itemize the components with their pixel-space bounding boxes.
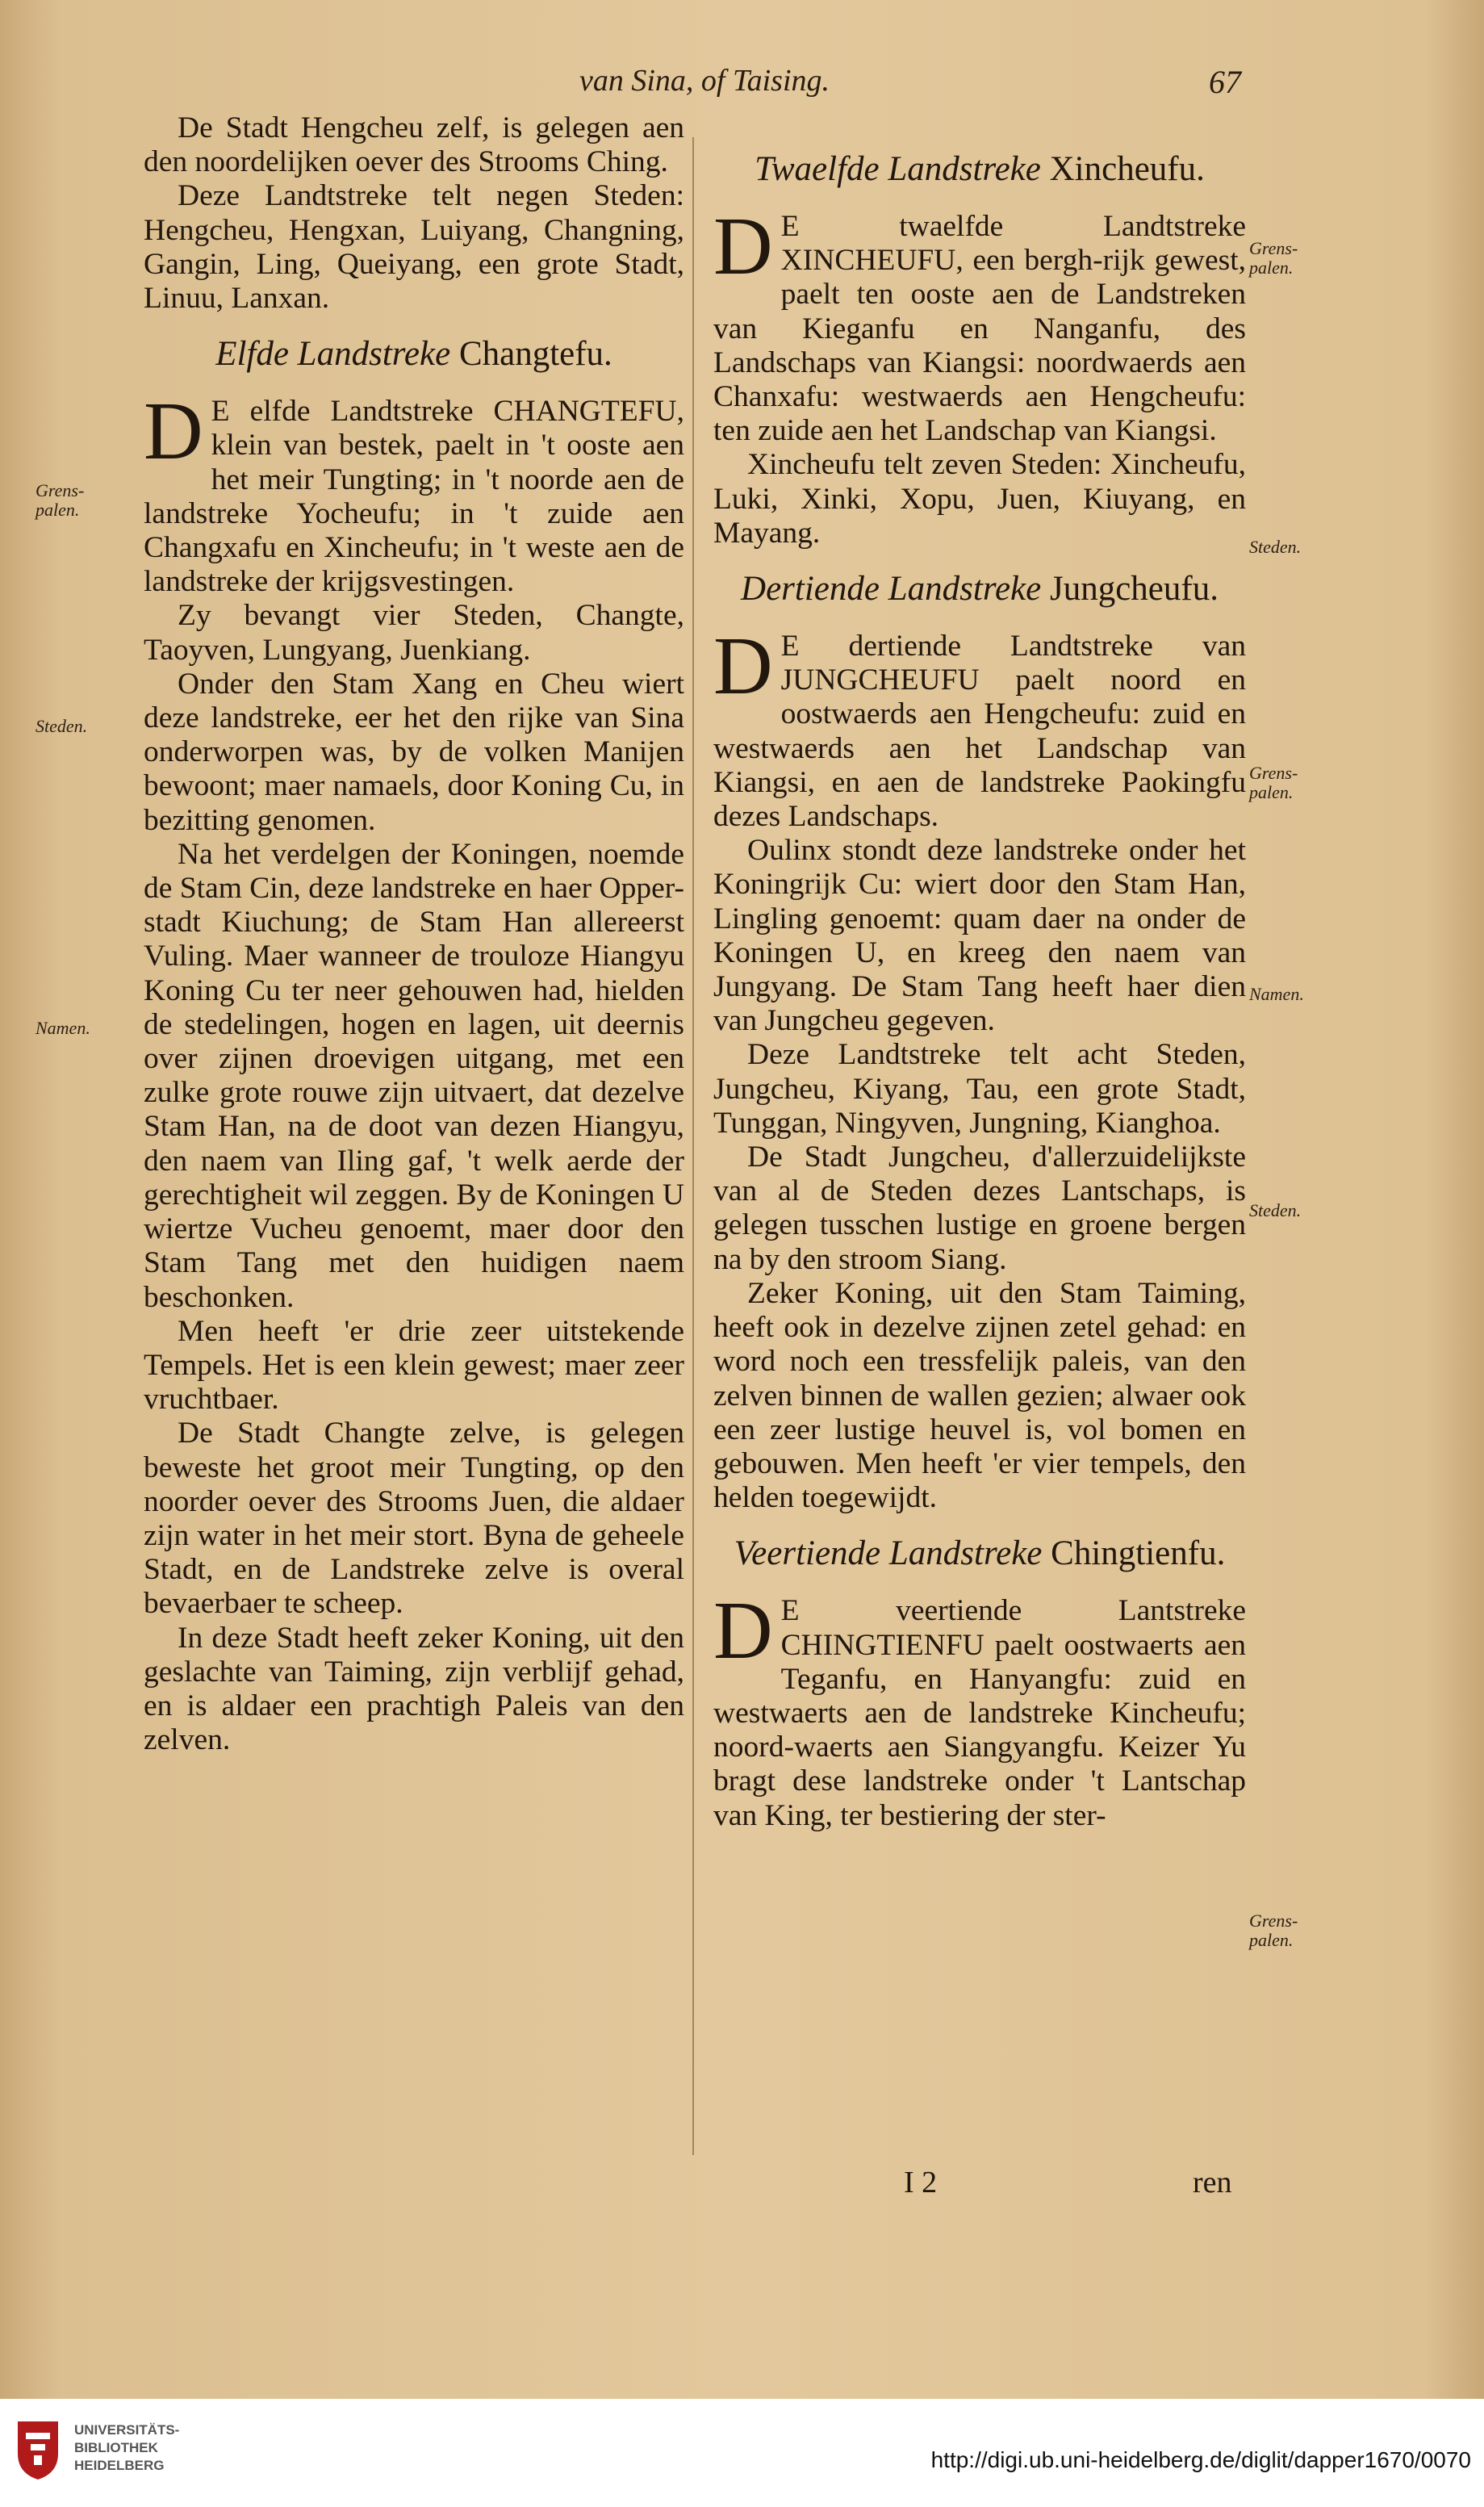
paragraph: De Stadt Jungcheu, d'allerzuidelijkste van al de Steden dezes Lantschaps, is gelegen tusschen lustige en groene bergen na by den stroom Siang. [713, 1140, 1246, 1276]
library-logo-text: UNIVERSITÄTS- BIBLIOTHEK HEIDELBERG [74, 2422, 180, 2473]
margin-note: Namen. [1249, 984, 1304, 1004]
paragraph: Deze Landtstreke telt acht Steden, Jungcheu, Kiyang, Tau, een grote Stadt, Tunggan, Ningyven, Jungning, Kianghoa. [713, 1038, 1246, 1140]
section-heading-elfde [144, 332, 684, 377]
paragraph: Zy bevangt vier Steden, Changte, Taoyven, Lungyang, Juenkiang. [144, 599, 684, 667]
paragraph: Na het verdelgen der Koningen, noemde de Stam Cin, deze landstreke en haer Opper-stadt Kiuchung; de Stam Han allereerst Vuling. Maer wanneer de trouloze Hiangyu Koning Cu ter neer gehouwen had, hielden de stedelingen, hogen en lagen, uit deernis over zijnen droevigen uitgang, met een zulke grote rouwe zijn uitvaert, dat dezelve Stam Han, na de doot van dezen Hiangyu, den naem van Iling gaf, 't welk aerde der gerechtigheit wil zeggen. By de Koningen U wiertze Vucheu genoemt, maer door den Stam Tang met den huidigen naem beschonken. [144, 837, 684, 1314]
paragraph: Men heeft 'er drie zeer uitstekende Tempels. Het is een klein gewest; maer zeer vruchtbaer. [144, 1314, 684, 1417]
paragraph: Xincheufu telt zeven Steden: Xincheufu, Luki, Xinki, Xopu, Juen, Kiuyang, en Mayang. [713, 448, 1246, 550]
heading-italic: Dertiende Landstreke [741, 570, 1042, 609]
page-number: 67 [1209, 64, 1241, 100]
university-seal-icon [15, 2418, 61, 2481]
paragraph-dropcap: D E elfde Landtstreke CHANGTEFU, klein van bestek, paelt in 't ooste aen het meir Tungting; in 't noorde aen de landstreke Yocheufu; in 't zuide aen Changxafu en Xincheufu; in 't weste aen de landstreke der krijgsvestingen. [144, 386, 684, 599]
margin-note: Steden. [1249, 1200, 1302, 1220]
section-heading-twaelfde [713, 147, 1246, 192]
paragraph: Deze Landtstreke telt negen Steden: Hengcheu, Hengxan, Luiyang, Changning, Gangin, Ling, Queiyang, een grote Stadt, Linuu, Lanxan. [144, 179, 684, 316]
margin-note: Grens-palen. [36, 480, 85, 520]
drop-cap: D [713, 621, 773, 713]
margin-note: Namen. [36, 1018, 90, 1038]
running-title: van Sina, of Taising. [579, 64, 830, 98]
drop-cap: D [144, 386, 203, 478]
heading-name: Xincheufu. [1049, 150, 1205, 188]
drop-cap: D [713, 1585, 773, 1677]
column-divider [692, 137, 694, 2155]
margin-note: Steden. [36, 716, 88, 736]
paragraph: In deze Stadt heeft zeker Koning, uit den geslachte van Taiming, zijn verblijf gehad, en is aldaer een prachtigh Paleis van den zelven. [144, 1621, 684, 1757]
left-column [144, 111, 684, 1757]
viewer-footer [0, 2399, 1484, 2507]
heading-italic: Twaelfde Landstreke [755, 150, 1041, 188]
paragraph: De Stadt Hengcheu zelf, is gelegen aen den noordelijken oever des Strooms Ching. [144, 111, 684, 179]
margin-note: Grens-palen. [1249, 763, 1298, 802]
margin-note: Grens-palen. [1249, 238, 1298, 278]
heading-name: Chingtienfu. [1051, 1534, 1226, 1573]
paragraph: Onder den Stam Xang en Cheu wiert deze landstreke, eer het den rijke van Sina onderworpen was, by de volken Manijen bewoont; maer namaels, door Koning Cu, in bezitting genomen. [144, 667, 684, 837]
heading-italic: Veertiende Landstreke [734, 1534, 1043, 1573]
paragraph-dropcap: D E twaelfde Landtstreke XINCHEUFU, een bergh-rijk gewest, paelt ten ooste aen de Landstreken van Kieganfu en Nanganfu, des Landschaps van Kiangsi: noordwaerds aen Chanxafu: westwaerds aen Hengcheufu: ten zuide aen het Landschap van Kiangsi. [713, 201, 1246, 448]
paragraph: Zeker Koning, uit den Stam Taiming, heeft ook in dezelve zijnen zetel gehad: en word noch een tressfelijk paleis, van den zelven binnen de wallen gezien; alwaer ook een zeer lustige heuvel is, vol bomen en gebouwen. Men heeft 'er vier tempels, den helden toegewijdt. [713, 1276, 1246, 1515]
paragraph-dropcap: D E veertiende Lantstreke CHINGTIENFU paelt oostwaerts aen Teganfu, en Hanyangfu: zuid en westwaerts aen de landstreke Kincheufu; noord-waerts aen Siangyangfu. Keizer Yu bragt dese landstreke onder 't Lantschap van King, ter bestiering der ster- [713, 1585, 1246, 1832]
section-heading-veertiende [713, 1531, 1246, 1576]
paragraph: Oulinx stondt deze landstreke onder het Koningrijk Cu: wiert door den Stam Han, Lingling genoemt: quam daer na onder de Koningen U, en kreeg den naem van Jungyang. De Stam Tang heeft haer dien van Jungcheu gegeven. [713, 834, 1246, 1038]
paragraph: De Stadt Changte zelve, is gelegen beweste het groot meir Tungting, op den noorder oever des Strooms Juen, die aldaer zijn water in het meir stort. Byna de geheele Stadt, en de Landstreke zelve is overal bevaerbaer te scheep. [144, 1417, 684, 1621]
page-header [0, 63, 1484, 111]
source-url-link[interactable]: http://digi.ub.uni-heidelberg.de/diglit/dapper1670/0070 [930, 2447, 1471, 2472]
paragraph-dropcap: D E dertiende Landtstreke van JUNGCHEUFU paelt noord en oostwaerds aen Hengcheufu: zuid en westwaerds aen het Landschap van Kiangsi, en aen de landstreke Paokingfu dezes Landschaps. [713, 621, 1246, 834]
signature-mark: I 2 [904, 2166, 938, 2199]
drop-cap: D [713, 201, 773, 292]
margin-note: Grens-palen. [1249, 1911, 1298, 1950]
heading-name: Jungcheufu. [1049, 570, 1219, 609]
section-heading-dertiende [713, 567, 1246, 612]
margin-note: Steden. [1249, 537, 1302, 557]
catchword: ren [1193, 2166, 1232, 2199]
heading-italic: Elfde Landstreke [215, 335, 451, 374]
heading-name: Changtefu. [458, 335, 612, 374]
right-column [713, 111, 1246, 1833]
